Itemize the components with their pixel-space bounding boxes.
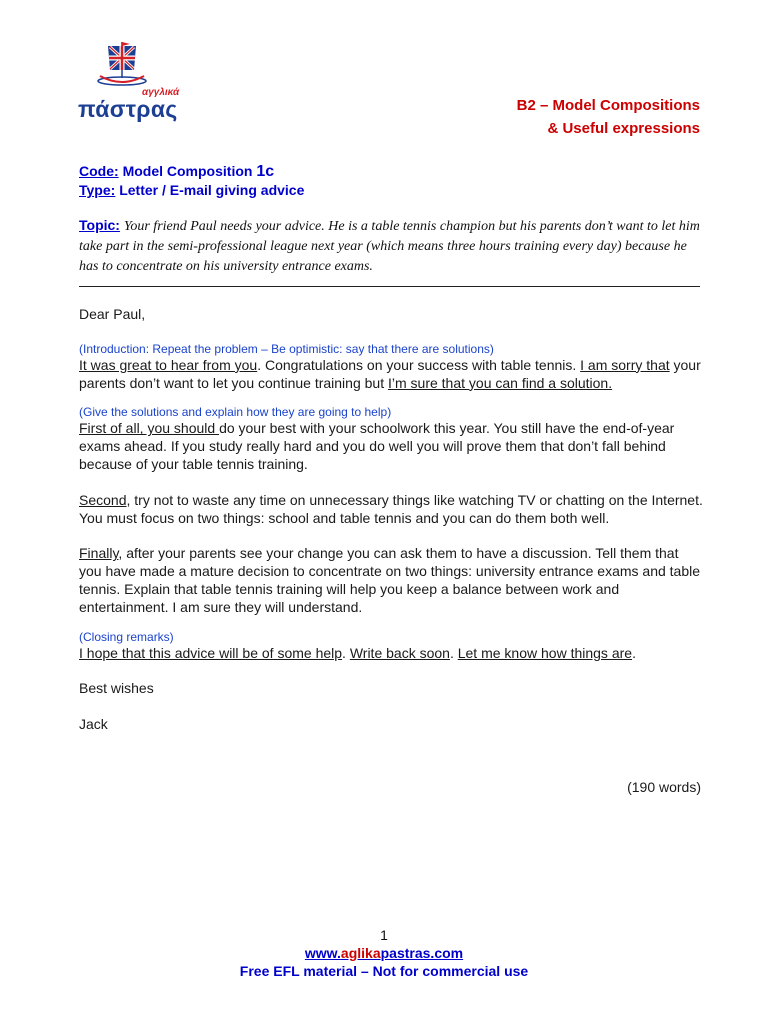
phrase-find-solution: I’m sure that you can find a solution.	[387, 374, 613, 391]
title-line-2: & Useful expressions	[547, 120, 700, 137]
phrase-i-am-sorry: I am sorry that	[580, 356, 670, 373]
page-number: 1	[380, 927, 388, 943]
logo-big-text: πάστρας	[78, 96, 178, 122]
note-introduction: (Introduction: Repeat the problem – Be optimistic: say that there are solutions)	[79, 341, 494, 356]
paragraph-second	[79, 492, 703, 528]
p5-sep-2: .	[449, 644, 458, 661]
p1-text-1: . Congratulations on your success with table tennis.	[257, 356, 581, 373]
p5-end: .	[632, 644, 636, 661]
word-count: (190 words)	[627, 779, 701, 795]
p4-text: , after your parents see your change you can ask them to have a discussion. Tell them that you have made a mature decision to concentrate on two things: university entrance exams and table tennis. Explain that table tennis training will help you keep a balance between work and entertainment. I am sure they will understand.	[79, 545, 701, 615]
note-solutions: (Give the solutions and explain how they are going to help)	[79, 405, 392, 420]
closing-phrase: Best wishes	[79, 680, 154, 697]
logo-small-text: αγγλικά	[142, 87, 180, 98]
document-title	[517, 94, 700, 140]
phrase-let-me-know: Let me know how things are	[457, 644, 633, 661]
phrase-first-of-all: First of all, you should	[79, 420, 220, 437]
phrase-write-back: Write back soon	[349, 644, 450, 661]
code-value: Model Composition	[122, 163, 253, 179]
signature: Jack	[79, 716, 108, 733]
type-label: Type:	[79, 182, 116, 198]
greeting: Dear Paul,	[79, 306, 146, 322]
topic-block	[79, 216, 703, 276]
letter-body	[79, 306, 703, 734]
paragraph-closing	[79, 645, 703, 663]
title-line-1: B2 – Model Compositions	[516, 97, 700, 114]
topic-text: Your friend Paul needs your advice. He is a table tennis champion but his parents don’t want to let him take part in the semi-professional league next year (which means three hours training every day) because he has to concentrate on his university entrance exams.	[79, 219, 700, 274]
paragraph-introduction	[79, 357, 703, 393]
footer-note: Free EFL material – Not for commercial use	[239, 963, 529, 979]
p3-text: , try not to waste any time on unnecessary things like watching TV or chatting on the Internet. You must focus on two things: school and table tennis and you can do them both well.	[79, 491, 703, 526]
divider-line	[79, 286, 700, 287]
paragraph-finally	[79, 545, 703, 616]
footer	[0, 926, 768, 980]
phrase-second: Second	[79, 491, 127, 508]
url-part-3: pastras.com	[380, 945, 464, 961]
phrase-great-to-hear: It was great to hear from you	[79, 356, 258, 373]
url-part-1: www.	[304, 945, 341, 961]
p2-text: do your best with your schoolwork this year. You still have the end-of-year exams ahead. If you study really hard and you do well you will prove them that don’t fall behind because of your table tennis training.	[79, 420, 675, 472]
composition-meta	[79, 162, 304, 200]
topic-label: Topic:	[79, 217, 120, 233]
phrase-hope-help: I hope that this advice will be of some help	[79, 644, 343, 661]
p5-sep-1: .	[342, 644, 350, 661]
url-part-2: aglika	[340, 945, 381, 961]
paragraph-first	[79, 420, 703, 473]
logo	[76, 40, 200, 124]
p1-text-2: your parents don’t want to let you continue training but	[79, 356, 701, 391]
code-label: Code:	[79, 163, 119, 179]
type-value: Letter / E-mail giving advice	[119, 182, 305, 198]
phrase-finally: Finally	[79, 545, 119, 562]
ship-flag-icon	[86, 40, 158, 92]
note-closing: (Closing remarks)	[79, 629, 174, 644]
footer-link[interactable]	[0, 944, 768, 962]
code-number: 1c	[256, 163, 275, 180]
type-line	[79, 181, 304, 200]
code-line	[79, 162, 304, 181]
